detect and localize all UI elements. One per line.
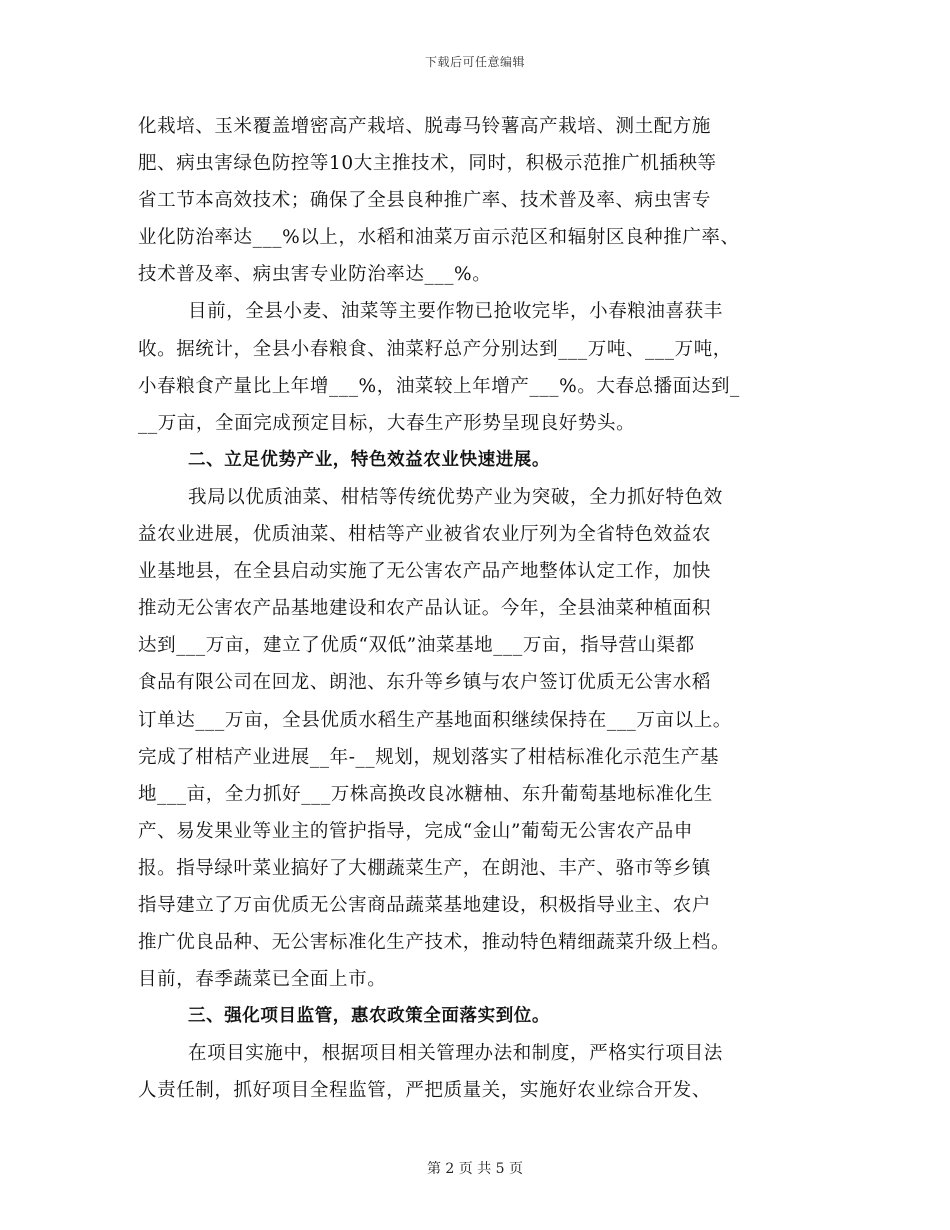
- paragraph-start: 在项目实施中，根据项目相关管理办法和制度，严格实行项目法: [188, 1043, 723, 1065]
- text-line: 化栽培、玉米覆盖增密高产栽培、脱毒马铃薯高产栽培、测土配方施: [138, 116, 712, 137]
- text-line: 目前，春季蔬菜已全面上市。: [138, 969, 387, 991]
- page-number: 第 2 页 共 5 页: [426, 1161, 524, 1177]
- text-line: 指导建立了万亩优质无公害商品蔬菜基地建设，积极指导业主、农户: [138, 894, 712, 916]
- text-line: 地___亩，全力抓好___万株高换改良冰糖柚、东升葡萄基地标准化生: [138, 783, 713, 805]
- text-line: 订单达___万亩，全县优质水稻生产基地面积继续保持在___万亩以上。: [138, 709, 732, 731]
- text-line: 推动无公害农产品基地建设和农产品认证。今年，全县油菜种植面积: [138, 598, 712, 620]
- text-line: 报。指导绿叶菜业搞好了大棚蔬菜生产，在朗池、丰产、骆市等乡镇: [138, 857, 712, 879]
- text-line: 推广优良品种、无公害标准化生产技术，推动特色精细蔬菜升级上档。: [138, 932, 731, 954]
- text-line: 达到___万亩，建立了优质“双低”油菜基地___万亩，指导营山渠都: [138, 635, 695, 657]
- text-line: 业化防治率达___%以上，水稻和油菜万亩示范区和辐射区良种推广率、: [138, 227, 740, 249]
- section-heading: 二、立足优势产业，特色效益农业快速进展。: [188, 449, 550, 470]
- text-line: 益农业进展，优质油菜、柑桔等产业被省农业厅列为全省特色效益农: [138, 524, 712, 546]
- text-line: 产、易发果业等业主的管护指导，完成“金山”葡萄无公害农产品申: [138, 820, 693, 842]
- text-line: 肥、病虫害绿色防控等10大主推技术，同时，积极示范推广机插秧等: [138, 153, 717, 175]
- text-line: 省工节本高效技术；确保了全县良种推广率、技术普及率、病虫害专: [138, 190, 712, 212]
- text-line: 人责任制，抓好项目全程监管，严把质量关，实施好农业综合开发、: [138, 1080, 712, 1102]
- document-body: [138, 108, 818, 1110]
- text-line: 食品有限公司在回龙、朗池、东升等乡镇与农户签订优质无公害水稻: [138, 672, 712, 694]
- text-line: 业基地县，在全县启动实施了无公害农产品产地整体认定工作，加快: [138, 561, 712, 583]
- page-header-note: 下载后可任意编辑: [424, 55, 525, 69]
- section-heading: 三、强化项目监管，惠农政策全面落实到位。: [188, 1006, 550, 1027]
- text-line: 小春粮食产量比上年增___%，油菜较上年增产___%。大春总播面达到_: [138, 375, 740, 397]
- paragraph-start: 我局以优质油菜、柑桔等传统优势产业为突破，全力抓好特色效: [188, 486, 723, 508]
- text-line: 收。据统计，全县小春粮食、油菜籽总产分别达到___万吨、___万吨，: [138, 338, 732, 360]
- text-line: 技术普及率、病虫害专业防治率达___%。: [138, 264, 492, 286]
- text-line: 完成了柑桔产业进展__年-__规划，规划落实了柑桔标准化示范生产基: [138, 746, 720, 768]
- text-line: __万亩，全面完成预定目标，大春生产形势呈现良好势头。: [138, 412, 636, 434]
- paragraph-start: 目前，全县小麦、油菜等主要作物已抢收完毕，小春粮油喜获丰: [188, 301, 723, 323]
